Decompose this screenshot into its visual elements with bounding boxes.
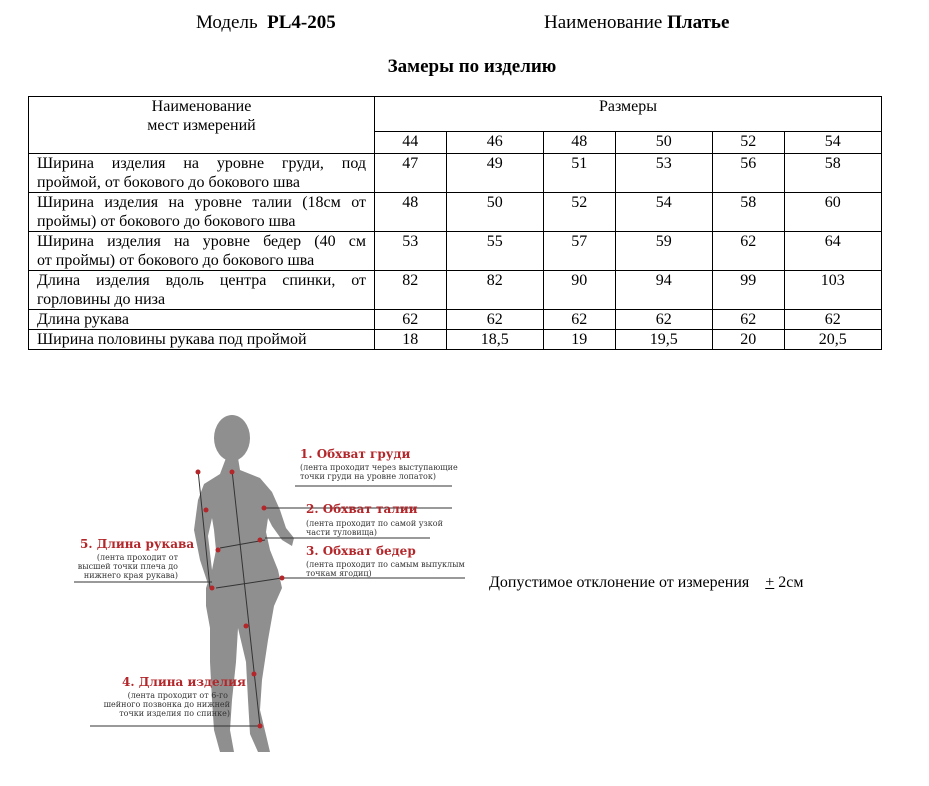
label-chest-note: точки груди на уровне лопаток) — [300, 472, 436, 481]
size-cell: 52 — [713, 132, 785, 154]
value-cell: 49 — [446, 154, 544, 193]
value-cell: 54 — [615, 193, 713, 232]
label-sleeve-note: (лента проходит от — [96, 553, 178, 562]
label-sleeve-title: 5. Длина рукава — [80, 537, 195, 551]
value-cell: 62 — [615, 310, 713, 330]
value-cell: 59 — [615, 232, 713, 271]
row-label — [29, 193, 375, 232]
value-cell: 62 — [375, 310, 447, 330]
value-cell: 58 — [713, 193, 785, 232]
value-cell: 53 — [615, 154, 713, 193]
value-cell: 62 — [713, 232, 785, 271]
row-label — [29, 154, 375, 193]
value-cell: 99 — [713, 271, 785, 310]
value-cell: 103 — [784, 271, 882, 310]
model-value: PL4-205 — [267, 12, 336, 33]
value-cell: 82 — [446, 271, 544, 310]
value-cell: 47 — [375, 154, 447, 193]
value-cell: 50 — [446, 193, 544, 232]
table-row — [29, 310, 882, 330]
row-label-line2: от проймы) от бокового до бокового шва — [37, 252, 315, 269]
value-cell: 62 — [544, 310, 616, 330]
row-label: Ширина половины рукава под проймой — [29, 330, 375, 350]
value-cell: 19 — [544, 330, 616, 350]
product-name-header — [544, 12, 729, 34]
label-waist-note: части туловища) — [306, 528, 378, 537]
row-label-line1: Ширина изделия на уровне бедер (40 см — [37, 233, 366, 250]
value-cell: 19,5 — [615, 330, 713, 350]
value-cell: 94 — [615, 271, 713, 310]
value-cell: 90 — [544, 271, 616, 310]
value-cell: 62 — [713, 310, 785, 330]
label-waist-note: (лента проходит по самой узкой — [306, 519, 443, 528]
value-cell: 48 — [375, 193, 447, 232]
value-cell: 58 — [784, 154, 882, 193]
row-label — [29, 232, 375, 271]
label-chest-note: (лента проходит через выступающие — [300, 463, 458, 472]
table-row — [29, 330, 882, 350]
value-cell: 82 — [375, 271, 447, 310]
document-title: Замеры по изделию — [387, 56, 557, 77]
label-hip-note: (лента проходит по самым выпуклым — [306, 560, 465, 569]
table-row — [29, 271, 882, 310]
row-label-line2: горловины до низа — [37, 291, 166, 308]
tolerance-text: Допустимое отклонение от измерения — [489, 574, 750, 591]
value-cell: 53 — [375, 232, 447, 271]
value-cell: 60 — [784, 193, 882, 232]
tolerance-note — [489, 574, 804, 592]
value-cell: 18,5 — [446, 330, 544, 350]
table-row — [29, 232, 882, 271]
table-row — [29, 154, 882, 193]
tolerance-value: 2см — [774, 574, 804, 591]
value-cell: 56 — [713, 154, 785, 193]
label-length-note: точки изделия по спинке) — [119, 709, 230, 718]
value-cell: 20,5 — [784, 330, 882, 350]
value-cell: 62 — [446, 310, 544, 330]
label-length-title: 4. Длина изделия — [122, 675, 246, 689]
value-cell: 62 — [784, 310, 882, 330]
row-label — [29, 271, 375, 310]
row-label: Длина рукава — [29, 310, 375, 330]
value-cell: 55 — [446, 232, 544, 271]
row-label-line2: проймой, от бокового до бокового шва — [37, 174, 300, 191]
label-waist-title: 2. Обхват талии — [306, 502, 418, 516]
size-cell: 54 — [784, 132, 882, 154]
row-label-line1: Длина изделия вдоль центра спинки, от — [37, 272, 366, 289]
column-header-line2: мест измерений — [147, 117, 256, 134]
column-header-label — [29, 97, 375, 154]
row-label-line1: Ширина изделия на уровне груди, под — [37, 155, 366, 172]
label-sleeve-note: нижнего края рукава) — [83, 571, 178, 580]
label-length-note: шейного позвонка до нижней — [103, 700, 230, 709]
column-header-line1: Наименование — [151, 98, 252, 115]
value-cell: 20 — [713, 330, 785, 350]
size-cell: 46 — [446, 132, 544, 154]
measurements-table — [28, 96, 882, 350]
name-label: Наименование — [544, 12, 663, 33]
row-label-line2: проймы) от бокового до бокового шва — [37, 213, 296, 230]
size-cell: 50 — [615, 132, 713, 154]
size-cell: 44 — [375, 132, 447, 154]
label-sleeve-note: высшей точки плеча до — [77, 562, 178, 571]
label-hip-note: точкам ягодиц) — [306, 569, 372, 578]
model-label: Модель — [196, 12, 258, 33]
row-label-line1: Ширина изделия на уровне талии (18см от — [37, 194, 366, 211]
value-cell: 52 — [544, 193, 616, 232]
model-header — [196, 12, 336, 34]
label-length-note: (лента проходит от 6-го — [127, 691, 228, 700]
table-row — [29, 193, 882, 232]
name-value: Платье — [667, 12, 730, 33]
size-cell: 48 — [544, 132, 616, 154]
sizes-header: Размеры — [375, 97, 882, 132]
value-cell: 64 — [784, 232, 882, 271]
value-cell: 57 — [544, 232, 616, 271]
plus-minus-sign: + — [765, 574, 775, 591]
label-hip-title: 3. Обхват бедер — [306, 544, 416, 558]
value-cell: 51 — [544, 154, 616, 193]
label-chest-title: 1. Обхват груди — [300, 447, 411, 461]
value-cell: 18 — [375, 330, 447, 350]
measurement-figure — [60, 400, 490, 770]
